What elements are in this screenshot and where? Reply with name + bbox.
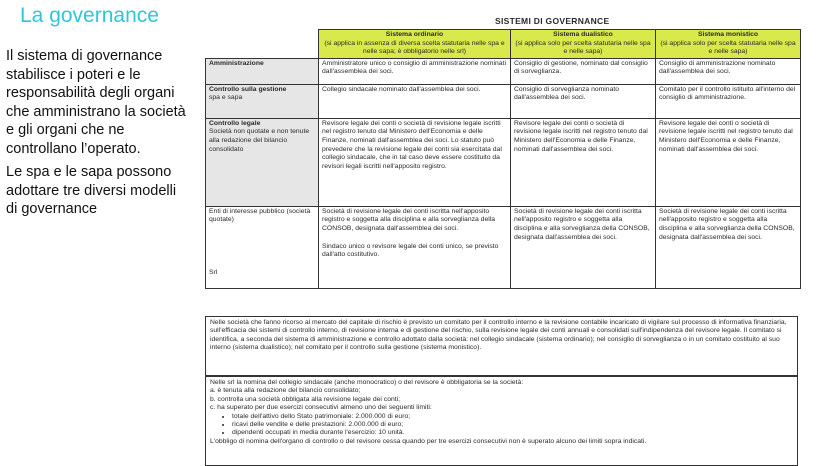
table-header-row (206, 30, 801, 59)
slide-title: La governance (20, 4, 159, 27)
note-srl-intro: Nelle srl la nomina del collegio sindacale (anche monocratico) o del revisore è obbligatoria se la società: (210, 379, 524, 386)
list-item: • ricavi delle vendite e delle prestazioni: 2.000.000 di euro; (232, 421, 793, 429)
table-cell: Consiglio di gestione, nominato dal consiglio di sorveglianza. (511, 58, 656, 84)
note-srl-obbligo (205, 376, 798, 466)
table-cell: Collegio sindacale nominato dall'assemblea dei soci. (319, 84, 511, 118)
row-label-amministrazione: Amministrazione (206, 58, 319, 84)
table-cell: Revisore legale dei conti o società di revisione legale iscritti nel registro tenuto dal Ministero dell'Economia e delle Finanze, nominati dall'assemblea dei soci. Lo statuto può prevedere che la revisione legale dei conti sia esercitata dal collegio sindacale, che in tal caso deve essere costituito da revisori legali iscritti nell'apposito registro. (319, 118, 511, 206)
note-comitato-controllo: Nelle società che fanno ricorso al mercato del capitale di rischio è previsto un comitato per il controllo interno e la revisione contabile incaricato di vigilare sul processo di informativa finanziaria, sull'efficacia dei sistemi di controllo interno, di revisione interna e di gestione del rischio, sulla revisione legale dei conti annuali e consolidati sull'indipendenza del revisore legale. Il comitato si identifica, a seconda del sistema di amministrazione e controllo adottato dalla società: nel collegio sindacale (sistema ordinario); nel consiglio di sorveglianza o in un comitato costituito al suo interno (sistema dualistico); nel comitato per il controllo sulla gestione (sistema monistico). (205, 316, 798, 376)
table-row (206, 206, 801, 288)
table-cell: Consiglio di amministrazione nominato dall'assemblea dei soci. (656, 58, 801, 84)
list-item: b. controlla una società obbligata alla revisione legale dei conti; (210, 395, 401, 403)
srl-cell: Sindaco unico o revisore legale dei conti unico, se previsto dall'atto costitutivo. (322, 242, 499, 259)
intro-paragraph: Il sistema di governance stabilisce i poteri e le responsabilità degli organi che amministrano la società e gli organi che ne controllano l’operato. (6, 48, 186, 157)
limits-list (210, 413, 793, 438)
table-cell: Società di revisione legale dei conti iscritta nell'apposito registro e soggetta alla disciplina e alla sorveglianza della CONSOB, designata dall'assemblea dei soci. (656, 206, 801, 288)
table-row (206, 84, 801, 118)
list-item: • totale dell'attivo dello Stato patrimoniale: 2.000.000 di euro; (232, 413, 793, 421)
logo-subtext: SCUOLA (9, 452, 36, 458)
column-header-monistico: Sistema monistico (si applica solo per scelta statutaria nelle spa e nelle sapa) (656, 30, 801, 59)
logo-text: hub (8, 434, 34, 450)
row-label-controllo-gestione: Controllo sulla gestione spa e sapa (206, 84, 319, 118)
table-row (206, 58, 801, 84)
governance-table (205, 29, 801, 289)
models-paragraph: Le spa e le sapa possono adottare tre diversi modelli di governance (6, 164, 177, 217)
column-header-ordinario: Sistema ordinario (si applica in assenza di diversa scelta statutaria nelle spa e nelle sapa; è obbligatorio nelle srl) (319, 30, 511, 59)
list-item: c. ha superato per due esercizi consecutivi almeno uno dei seguenti limiti: (210, 404, 432, 412)
row-label-controllo-legale: Controllo legale Società non quotate e non tenute alla redazione del bilancio consolidato (206, 118, 319, 206)
table-cell: Revisore legale dei conti o società di revisione legale iscritti nel registro tenuto dal Ministero dell'Economia e delle Finanze, nominati dall'assemblea dei soci. (511, 118, 656, 206)
table-cell: Società di revisione legale dei conti iscritta nell'apposito registro e soggetta alla disciplina e alla sorveglianza della CONSOB, designata dall'assemblea dei soci. Sindaco unico o revisore legale dei conti unico, se previsto dall'atto costitutivo. (319, 206, 511, 288)
table-cell: Società di revisione legale dei conti iscritta nell'apposito registro e soggetta alla disciplina e alla sorveglianza della CONSOB, designata dall'assemblea dei soci. (511, 206, 656, 288)
note-srl-footer: L'obbligo di nomina dell'organo di controllo o del revisore cessa quando per tre esercizi consecutivi non è superato alcuno dei limiti sopra indicati. (210, 437, 647, 445)
governance-document (205, 16, 800, 466)
table-cell: Revisore legale dei conti o società di revisione legale iscritti nel registro tenuto dal Ministero dell'Economia e delle Finanze, nominati dall'assemblea dei soci. (656, 118, 801, 206)
document-title: SISTEMI DI GOVERNANCE (495, 16, 610, 26)
empty-header-cell (206, 30, 319, 59)
row-label-srl: Srl (209, 268, 218, 276)
hub-scuola-logo (6, 434, 36, 464)
list-item: • dipendenti occupati in media durante l'esercizio: 10 unità. (232, 429, 793, 437)
table-cell: Consiglio di sorveglianza nominato dall'assemblea dei soci. (511, 84, 656, 118)
table-cell: Amministratore unico o consiglio di amministrazione nominati dall'assemblea dei soci. (319, 58, 511, 84)
list-item: a. è tenuta alla redazione del bilancio consolidato; (210, 387, 361, 395)
column-header-dualistico: Sistema dualistico (si applica solo per scelta statutaria nelle spa e nelle sapa) (511, 30, 656, 59)
table-row (206, 118, 801, 206)
row-label-enti-interesse-pubblico: Enti di interesse pubblico (società quotate) Srl (206, 206, 319, 288)
table-cell: Comitato per il controllo istituito all'interno del consiglio di amministrazione. (656, 84, 801, 118)
